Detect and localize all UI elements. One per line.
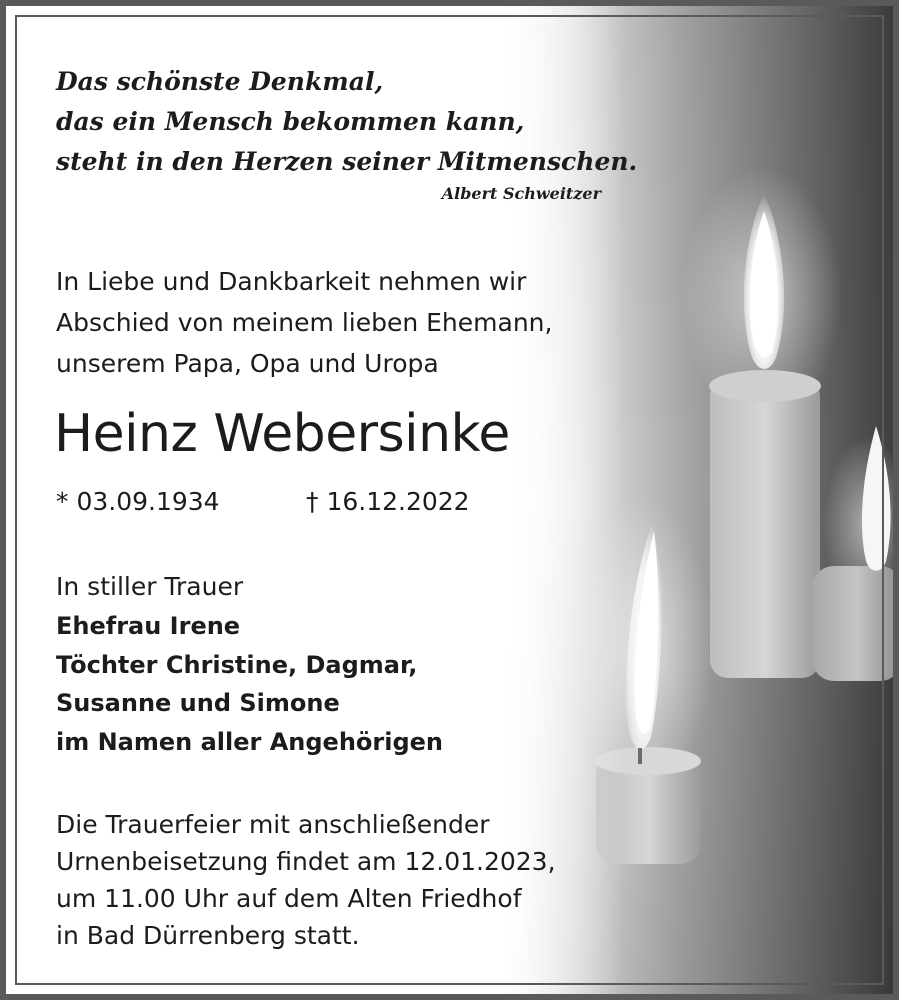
quote-author: Albert Schweitzer — [441, 184, 601, 203]
ceremony-text — [56, 806, 656, 954]
ceremony-line: Die Trauerfeier mit anschließender — [56, 810, 490, 839]
ceremony-line: in Bad Dürrenberg statt. — [56, 921, 360, 950]
quote-line: Das schönste Denkmal, — [56, 67, 384, 96]
obituary-content — [6, 6, 899, 1000]
intro-text — [56, 261, 656, 384]
intro-line: In Liebe und Dankbarkeit nehmen wir — [56, 267, 527, 296]
mourner-line: im Namen aller Angehörigen — [56, 727, 444, 756]
death-date: † 16.12.2022 — [306, 487, 470, 516]
ceremony-line: Urnenbeisetzung findet am 12.01.2023, — [56, 847, 556, 876]
quote-text — [56, 62, 638, 182]
ceremony-line: um 11.00 Uhr auf dem Alten Friedhof — [56, 884, 522, 913]
mourner-line: Susanne und Simone — [56, 689, 340, 717]
mourner-line: Ehefrau Irene — [56, 612, 241, 640]
intro-line: Abschied von meinem lieben Ehemann, — [56, 308, 553, 337]
deceased-name: Heinz Webersinke — [54, 404, 510, 464]
intro-line: unserem Papa, Opa und Uropa — [56, 349, 439, 378]
quote-line: das ein Mensch bekommen kann, — [56, 107, 525, 136]
quote-line: steht in den Herzen seiner Mitmenschen. — [56, 147, 638, 176]
mourner-line: Töchter Christine, Dagmar, — [56, 650, 418, 679]
birth-date: * 03.09.1934 — [56, 487, 220, 516]
mourners-intro: In stiller Trauer — [56, 572, 244, 601]
mourners-list — [56, 607, 616, 761]
